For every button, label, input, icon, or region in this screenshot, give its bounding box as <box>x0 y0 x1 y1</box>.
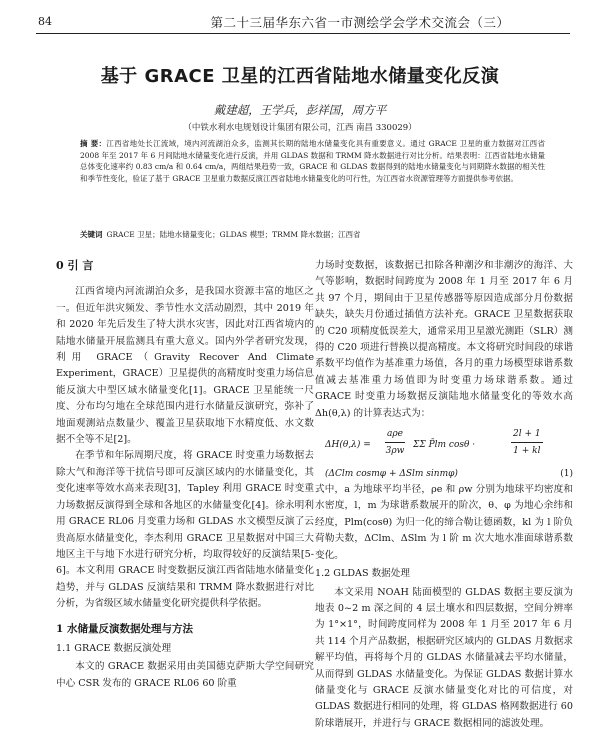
header-rule <box>36 33 570 34</box>
equation-line-2: (ΔClm cosmφ + ΔSlm sinmφ) <box>325 466 458 482</box>
gldas-paragraph: 本文采用 NOAH 陆面模型的 GLDAS 数据主要反演为地表 0~2 m 深之间的 4 层土壤水和四层数据，空间分辨率为 1°×1°，时间跨度同样为 2008 年 1 月至 2017 年 6 月共 114 个月产品数据，根据研究区域内的 GLDAS 月数据求解平均值，再将每个月的 GLDAS 水储量减去平均水储量，从而得到 GLDAS 水储量变化。为保证 GLDAS 数据计算水储量变化与 GRACE 反演水储量变化对比的可信度，对 GLDAS 数据进行相同的处理，将 GLDAS 格网数据进行 60 阶球谐展开，并进行与 GRACE 数据相同的滤波处理。 <box>315 585 573 732</box>
subsection-1-2-heading: 1.2 GLDAS 数据处理 <box>315 566 573 582</box>
keywords-label: 关键词 <box>80 230 103 239</box>
fraction-1-numerator: aρe <box>385 426 405 443</box>
fraction-1-denominator: 3ρw <box>385 443 405 459</box>
fraction-2-denominator: 1 + kl <box>511 443 543 459</box>
running-header <box>0 12 600 34</box>
right-column <box>315 258 573 732</box>
abstract-label: 摘 要： <box>80 139 106 148</box>
section-1-heading: 1 水储量反演数据处理与方法 <box>56 621 314 637</box>
subsection-1-1-heading: 1.1 GRACE 数据反演处理 <box>56 641 314 657</box>
equation-fraction-2 <box>511 426 543 460</box>
fraction-2-numerator: 2l + 1 <box>511 426 543 443</box>
left-column <box>56 258 314 692</box>
abstract-text: 江西省地处长江流域，境内河流湖泊众多，监测其长期的陆地水储量变化具有重要意义。通过 GRACE 卫星的重力数据对江西省 2008 年至 2017 年 6 月间陆地水储量变化进行反演，并用 GLDAS 数据和 TRMM 降水数据进行对比分析。结果表明：江西省陆地水储量总体变化速率约 0.83 cm/a 和 0.64 cm/a，两组结果趋势一致，GRACE 和 GLDAS 数据得到的陆地水储量变化与同期降水数据的相关性和季节性变化，验证了基于 GRACE 卫星重力数据反演江西省陆地水储量变化的可行性，为江西省水资源管理等方面提供参考依据。 <box>80 139 545 183</box>
equation-1-line-2 <box>315 466 573 482</box>
equation-explanation: 式中，a 为地球平均半径，ρe 和 ρw 分别为地球平均密度和水密度，l，m 为球谐系数展开的阶次，θ、φ 为地心余纬和经度，Plm(cosθ) 为归一化的缔合勒让德函数，kl 为 l 阶负荷勒夫数，ΔClm、ΔSlm 为 l 阶 m 次大地水准面球谐系数变化。 <box>315 482 573 564</box>
page-number: 84 <box>38 15 52 28</box>
keywords-text: GRACE 卫星；陆地水储量变化；GLDAS 模型；TRMM 降水数据；江西省 <box>107 230 361 239</box>
journal-title: 第二十三届华东六省一市测绘学会学术交流会（三） <box>150 13 570 31</box>
equation-fraction-1 <box>385 426 405 460</box>
authors: 戴建超，王学兵，彭祥国，周方平 <box>0 102 600 118</box>
keywords <box>80 229 545 240</box>
equation-lhs: ΔH(θ,λ) = <box>325 437 371 453</box>
intro-paragraph-1: 江西省境内河流湖泊众多，是我国水资源丰富的地区之一。但近年洪灾频发、季节性水文活动剧烈，其中 2019 年和 2020 年先后发生了特大洪水灾害，因此对江西省境内的陆地水储量开展监测具有重大意义。国内外学者研究发现，利用 GRACE（Gravity Recover And Climate Experiment，GRACE）卫星提供的高精度时变重力场信息能反演大中型区域水储量变化[1]。GRACE 卫星能统一尺度、分布均匀地在全球范围内进行水储量反演研究，弥补了地面观测站点数量少、覆盖卫星获取地下水精度低、水文数据不全等不足[2]。 <box>56 284 314 448</box>
paper-title: 基于 GRACE 卫星的江西省陆地水储量变化反演 <box>0 62 600 88</box>
intro-paragraph-2: 在季节和年际周期尺度，将 GRACE 时变重力场数据去除大气和海洋等干扰信号即可反演区域内的水储量变化，其变化速率等效水高来表现[3]，Tapley 利用 GRACE 时变重力场数据反演得到全球和各地区的水储量变化[4]。徐永明利用 GRACE RL06 月变重力场和 GLDAS 水文模型反演了云贵高原水储量变化，李杰利用 GRACE 卫星数据对中国三大地区主干与地下水进行研究分析，均取得较好的反演结果[5-6]。本文利用 GRACE 时变数据反演江西省陆地水储量变化趋势，并与 GLDAS 反演结果和 TRMM 降水数据进行对比分析，为省级区域水储量变化研究提供科学依据。 <box>56 448 314 612</box>
equation-1 <box>315 426 573 466</box>
equation-number: (1) <box>560 466 573 482</box>
abstract <box>80 138 545 184</box>
equation-sum: ΣΣ P̄lm cosθ · <box>413 437 475 453</box>
grace-paragraph-continued: 力场时变数据，该数据已扣除各种潮汐和非潮汐的海洋、大气等影响，数据时间跨度为 2008 年 1 月至 2017 年 6 月共 97 个月，期间由于卫星传感器等原因造成部分月份数据缺失，缺失月份通过插值方法补充。GRACE 卫星数据获取的 C20 项精度低误差大，通常采用卫星激光测距（SLR）测得的 C20 项进行替换以提高精度。本文将研究时间段的球谐系数平均值作为基准重力场值，各月的重力场模型球谐系数值减去基准重力场值即为时变重力场球谐系数。通过 GRACE 时变重力场数据反演陆地水储量变化的等效水高 Δh(θ,λ) 的计算表达式为： <box>315 258 573 422</box>
section-0-heading: 0 引 言 <box>56 258 314 274</box>
affiliation: （中铁水利水电规划设计集团有限公司，江西 南昌 330029） <box>0 121 600 133</box>
grace-paragraph: 本文的 GRACE 数据采用由美国德克萨斯大学空间研究中心 CSR 发布的 GRACE RL06 60 阶重 <box>56 659 314 692</box>
